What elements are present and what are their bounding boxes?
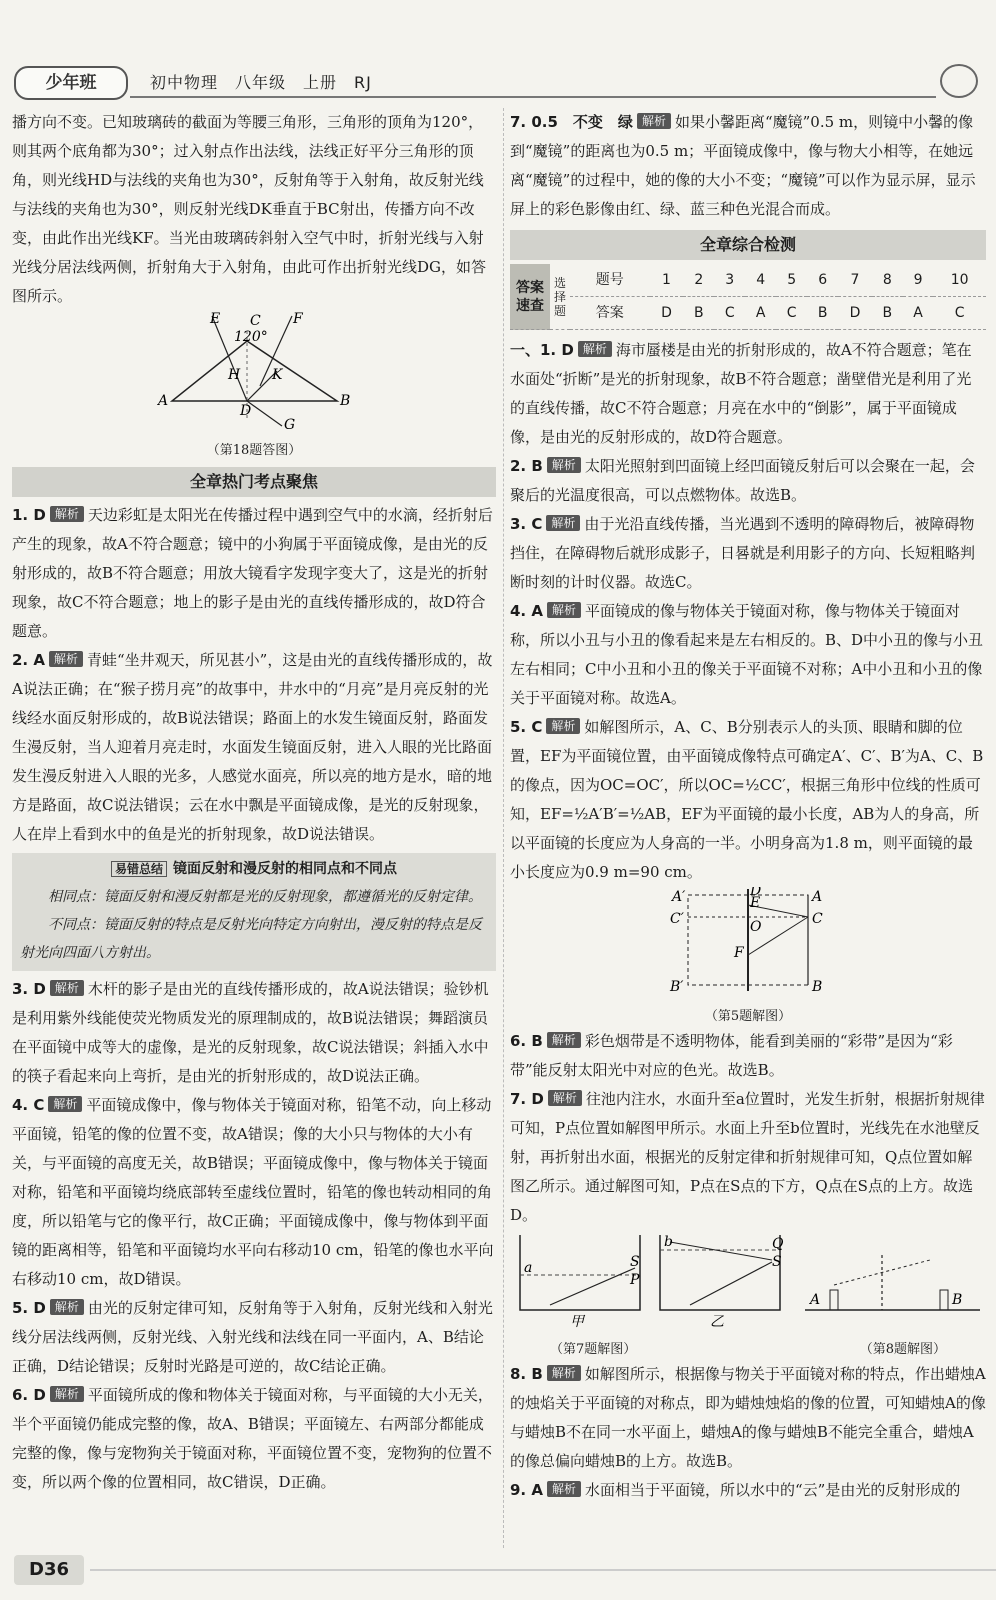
test-answer-2	[510, 452, 986, 510]
fig7-jia-caption: 甲	[570, 1314, 584, 1330]
test-answer-3-number: 3. C	[510, 515, 543, 533]
answer-7-hot	[510, 108, 986, 224]
fig18-label-b: B	[340, 393, 351, 409]
fig5-label-b-prime: B′	[670, 979, 684, 995]
question-number-cell: 3	[714, 264, 745, 297]
row-label-answer: 答案	[570, 297, 650, 330]
fig18-label-e: E	[210, 311, 221, 327]
intro-paragraph: 播方向不变。已知玻璃砖的截面为等腰三角形，三角形的顶角为120°，则其两个底角都为30°；过入射点作出法线，法线正好平分三角形的顶角，则光线HD与法线的夹角也为30°，反射角等于入射角，故反射光线与法线的夹角也为30°，则反射光线DK垂直于BC射出，传播方向不改变，由此作出光线KF。当光由玻璃砖斜射入空气中时，折射光线与入射光线分居法线两侧，折射角大于入射角，由此可作出折射光线DG，如答图所示。	[12, 113, 487, 305]
tip-tag: 易错总结	[111, 861, 167, 877]
footer-rule	[90, 1569, 996, 1571]
test-answer-6-number: 6. B	[510, 1032, 543, 1050]
fig18-label-c: C	[250, 313, 261, 329]
answer-cell: C	[714, 297, 745, 330]
page-number: D36	[14, 1555, 84, 1585]
answer-cell: C	[933, 297, 986, 330]
row-label-number: 题号	[570, 264, 650, 297]
answer-1-text: 天边彩虹是太阳光在传播过程中遇到空气中的水滴，经折射后产生的现象，故A不符合题意；镜中的小狗属于平面镜成像，是由光的反射形成的，故B不符合题意；用放大镜看字发现字变大了，这是光的折射现象，故C不符合题意；地上的影子是由光的直线传播形成的，故D符合题意。	[12, 506, 493, 640]
fig5-label-a-prime: A′	[672, 889, 686, 905]
left-column	[12, 108, 496, 1497]
fig7-yi-label-q: Q	[772, 1236, 784, 1252]
analysis-tag: 解析	[547, 602, 581, 618]
fig5-label-f: F	[734, 945, 744, 961]
figure-8-caption: （第8题解图）	[859, 1342, 946, 1357]
question-number-cell: 5	[776, 264, 807, 297]
analysis-tag: 解析	[547, 1032, 581, 1048]
test-answer-9-number: 9. A	[510, 1481, 543, 1499]
answer-7-hot-text: 如果小馨距离“魔镜”0.5 m，则镜中小馨的像到“魔镜”的距离也为0.5 m；平面镜成像中，像与物大小相等，在她远离“魔镜”的过程中，她的像的大小不变；“魔镜”可以作为显示屏，显示屏上的彩色影像由红、绿、蓝三种色光混合而成。	[510, 113, 976, 218]
test-answer-4-number: 4. A	[510, 602, 543, 620]
answer-4-text: 平面镜成像中，像与物体关于镜面对称，铅笔不动，向上移动平面镜，铅笔的像的位置不变，故A错误；像的大小只与物体的大小有关，与平面镜的高度无关，故B错误；平面镜成像中，像与物体关于镜面对称，铅笔和平面镜均绕底部转至虚线位置时，铅笔的像也转动相同的角度，所以铅笔与它的像平行，故C正确；平面镜成像中，像与物体到平面镜的距离相等，铅笔和平面镜均水平向右移动10 cm，铅笔的像也水平向右移动10 cm，故D错误。	[12, 1096, 494, 1288]
figure-18-caption: （第18题答图）	[206, 443, 302, 458]
answer-3	[12, 975, 496, 1091]
test-answer-3	[510, 510, 986, 597]
test-answer-8-text: 如解图所示，根据像与物关于平面镜对称的特点，作出蜡烛A的烛焰关于平面镜的对称点，即为蜡烛烛焰的像的位置，可知蜡烛A的像与蜡烛B不在同一水平面上，蜡烛A的像与蜡烛B不能完全重合，蜡烛A的像总偏向蜡烛B的上方。故选B。	[510, 1365, 986, 1470]
fig5-label-o: O	[750, 919, 762, 935]
fig5-label-a: A	[812, 889, 823, 905]
answer-5-text: 由光的反射定律可知，反射角等于入射角，反射光线和入射光线分居法线两侧，反射光线、入射光线和法线在同一平面内，A、B结论正确，D结论错误；反射时光路是可逆的，故C结论正确。	[12, 1299, 493, 1375]
test-answer-4	[510, 597, 986, 713]
figure-7-caption: （第7题解图）	[550, 1342, 637, 1357]
test-answer-5	[510, 713, 986, 887]
header-title: 初中物理 八年级 上册 RJ	[150, 73, 372, 92]
fig5-label-c: C	[812, 911, 823, 927]
figure-18-diagram	[12, 311, 496, 431]
page-header	[0, 62, 996, 102]
test-answer-8	[510, 1360, 986, 1476]
answer-6-number: 6. D	[12, 1386, 46, 1404]
fig5-label-c-prime: C′	[670, 911, 684, 927]
answer-3-text: 木杆的影子是由光的直线传播形成的，故A说法错误；验钞机是利用紫外线能使荧光物质发光的原理制成的，故B说法错误；舞蹈演员在平面镜中成等大的虚像，是光的反射现象，故C说法错误；斜插入水中的筷子看起来向上弯折，是由光的折射形成的，故D说法正确。	[12, 980, 489, 1085]
analysis-tag: 解析	[637, 113, 671, 129]
fig18-label-f: F	[293, 311, 303, 327]
answer-cell: B	[683, 297, 714, 330]
header-rule	[130, 96, 936, 98]
tip-box	[12, 853, 496, 971]
fig18-label-g: G	[284, 417, 296, 431]
answer-2-number: 2. A	[12, 651, 45, 669]
answer-2	[12, 646, 496, 849]
fig18-label-a: A	[158, 393, 169, 409]
fig5-label-d: D	[750, 887, 762, 899]
tip-title-text: 镜面反射和漫反射的相同点和不同点	[173, 861, 397, 877]
test-answer-5-text: 如解图所示，A、C、B分别表示人的头顶、眼睛和脚的位置，EF为平面镜位置，由平面镜成像特点可确定A′、C′、B′为A、C、B的像点，因为OC=OC′，所以OC=½CC′，根据三角形中位线的性质可知，EF=½A′B′=½AB，EF为平面镜的最小长度，AB为人的身高，所以平面镜的长度应为人身高的一半。小明身高为1.8 m，则平面镜的最小长度应为0.9 m=90 cm。	[510, 718, 984, 881]
test-answer-8-number: 8. B	[510, 1365, 543, 1383]
section-title-chapter-test: 全章综合检测	[510, 230, 986, 260]
figure-18	[12, 311, 496, 461]
answer-4-number: 4. C	[12, 1096, 45, 1114]
analysis-tag: 解析	[50, 980, 84, 996]
answer-cell: C	[776, 297, 807, 330]
analysis-tag: 解析	[546, 515, 580, 531]
question-number-cell: 6	[807, 264, 838, 297]
test-answer-5-number: 5. C	[510, 718, 543, 736]
test-answer-6	[510, 1027, 986, 1085]
answer-badge: 答案速查	[510, 264, 550, 330]
analysis-tag: 解析	[49, 651, 83, 667]
analysis-tag: 解析	[547, 1481, 581, 1497]
cartoon-icon	[940, 64, 978, 98]
figure-5	[510, 887, 986, 1027]
test-answer-1-number: 一、1. D	[510, 341, 574, 359]
figure-7-8	[510, 1230, 986, 1360]
test-answer-6-text: 彩色烟带是不透明物体，能看到美丽的“彩带”是因为“彩带”能反射太阳光中对应的色光。故选B。	[510, 1032, 953, 1079]
fig18-label-angle: 120°	[234, 329, 268, 345]
analysis-tag: 解析	[50, 1299, 84, 1315]
analysis-tag: 解析	[546, 718, 580, 734]
analysis-tag: 解析	[547, 457, 581, 473]
analysis-tag: 解析	[50, 1386, 84, 1402]
answer-cell: D	[650, 297, 684, 330]
tip-paragraph-2: 不同点：镜面反射的特点是反射光向特定方向射出，漫反射的特点是反射光向四面八方射出。	[20, 917, 482, 961]
fig8-label-b: B	[952, 1292, 963, 1308]
test-answer-4-text: 平面镜成的像与物体关于镜面对称，像与物体关于镜面对称，所以小丑与小丑的像看起来是左右相反的。B、D中小丑的像与小丑左右相同；C中小丑和小丑的像关于平面镜不对称；A中小丑和小丑的像关于平面镜对称。故选A。	[510, 602, 984, 707]
answer-side-label: 选择题	[550, 264, 570, 330]
test-answer-7	[510, 1085, 986, 1230]
answer-1	[12, 501, 496, 646]
question-number-cell: 4	[745, 264, 776, 297]
answer-6-text: 平面镜所成的像和物体关于镜面对称，与平面镜的大小无关，半个平面镜仍能成完整的像，故A、B错误；平面镜左、右两部分都能成完整的像，像与宠物狗关于镜面对称，平面镜位置不变，宠物狗的位置不变，所以两个像的位置相同，故C错误，D正确。	[12, 1386, 493, 1491]
answer-7-hot-number: 7. 0.5 不变 绿	[510, 113, 633, 131]
fig5-label-b: B	[812, 979, 823, 995]
test-answer-7-text: 往池内注水，水面升至a位置时，光发生折射，根据折射规律可知，P点位置如解图甲所示。水面上升至b位置时，光线先在水池壁反射，再折射出水面，根据光的反射定律和折射规律可知，Q点位置如解图乙所示。通过解图可知，P点在S点的下方，Q点在S点的上方。故选D。	[510, 1090, 985, 1224]
answer-cell: D	[838, 297, 872, 330]
analysis-tag: 解析	[50, 506, 84, 522]
figure-5-caption: （第5题解图）	[704, 1009, 792, 1024]
fig18-label-k: K	[272, 367, 283, 383]
test-answer-9	[510, 1476, 986, 1505]
test-answer-7-number: 7. D	[510, 1090, 544, 1108]
answer-1-number: 1. D	[12, 506, 46, 524]
answer-cell: B	[872, 297, 903, 330]
analysis-tag: 解析	[48, 1096, 82, 1112]
test-answer-1	[510, 336, 986, 452]
test-answer-9-text: 水面相当于平面镜，所以水中的“云”是由光的反射形成的	[584, 1481, 961, 1499]
question-number-cell: 1	[650, 264, 684, 297]
test-answer-3-text: 由于光沿直线传播，当光遇到不透明的障碍物后，被障碍物挡住，在障碍物后就形成影子，日晷就是利用影子的方向、长短粗略判断时刻的计时仪器。故选C。	[510, 515, 976, 591]
question-number-cell: 10	[933, 264, 986, 297]
right-column	[510, 108, 986, 1505]
answer-6	[12, 1381, 496, 1497]
question-number-cell: 2	[683, 264, 714, 297]
answer-4	[12, 1091, 496, 1294]
fig18-label-h: H	[228, 367, 241, 383]
answer-quick-table	[510, 264, 986, 330]
fig7-jia-label-a: a	[524, 1260, 533, 1276]
answer-cell: A	[903, 297, 934, 330]
fig5-label-e: E	[750, 895, 761, 911]
question-number-cell: 9	[903, 264, 934, 297]
figure-7-8-diagram	[510, 1230, 986, 1330]
analysis-tag: 解析	[578, 341, 612, 357]
analysis-tag: 解析	[548, 1090, 582, 1106]
brand-logo: 少年班	[14, 66, 128, 100]
test-answer-1-text: 海市蜃楼是由光的折射形成的，故A不符合题意；笔在水面处“折断”是光的折射现象，故B不符合题意；凿壁借光是利用了光的直线传播，故C不符合题意；月亮在水中的“倒影”，属于平面镜成像，是由光的反射形成的，故D符合题意。	[510, 341, 972, 446]
fig7-yi-label-s: S	[772, 1254, 782, 1270]
tip-paragraph-1: 相同点：镜面反射和漫反射都是光的反射现象，都遵循光的反射定律。	[48, 889, 482, 905]
question-number-cell: 8	[872, 264, 903, 297]
column-divider	[503, 108, 504, 1548]
answer-3-number: 3. D	[12, 980, 46, 998]
fig18-label-d: D	[240, 403, 252, 419]
fig8-label-a: A	[810, 1292, 821, 1308]
fig7-yi-label-b: b	[664, 1234, 673, 1250]
fig7-jia-label-p: P	[630, 1272, 640, 1288]
answer-cell: A	[745, 297, 776, 330]
test-answer-2-number: 2. B	[510, 457, 543, 475]
tip-title	[20, 855, 488, 883]
figure-5-diagram	[510, 887, 986, 997]
answer-5-number: 5. D	[12, 1299, 46, 1317]
analysis-tag: 解析	[547, 1365, 581, 1381]
answer-cell: B	[807, 297, 838, 330]
answer-5	[12, 1294, 496, 1381]
question-number-cell: 7	[838, 264, 872, 297]
section-title-hot-topics: 全章热门考点聚焦	[12, 467, 496, 497]
fig7-jia-label-s: S	[630, 1254, 640, 1270]
fig7-yi-caption: 乙	[710, 1314, 724, 1330]
test-answer-2-text: 太阳光照射到凹面镜上经凹面镜反射后可以会聚在一起，会聚后的光温度很高，可以点燃物体。故选B。	[510, 457, 975, 504]
answer-2-text: 青蛙“坐井观天，所见甚小”，这是由光的直线传播形成的，故A说法正确；在“猴子捞月亮”的故事中，井水中的“月亮”是月亮反射的光线经水面反射形成的，故B说法错误；路面上的水发生镜面反射，路面发生漫反射，当人迎着月亮走时，水面发生镜面反射，进入人眼的光比路面发生漫反射进入人眼的光多，人感觉水面亮，所以亮的地方是水，暗的地方是路面，故C说法错误；云在水中飘是平面镜成像，是光的反射现象，人在岸上看到水中的鱼是光的折射现象，故D说法错误。	[12, 651, 493, 843]
